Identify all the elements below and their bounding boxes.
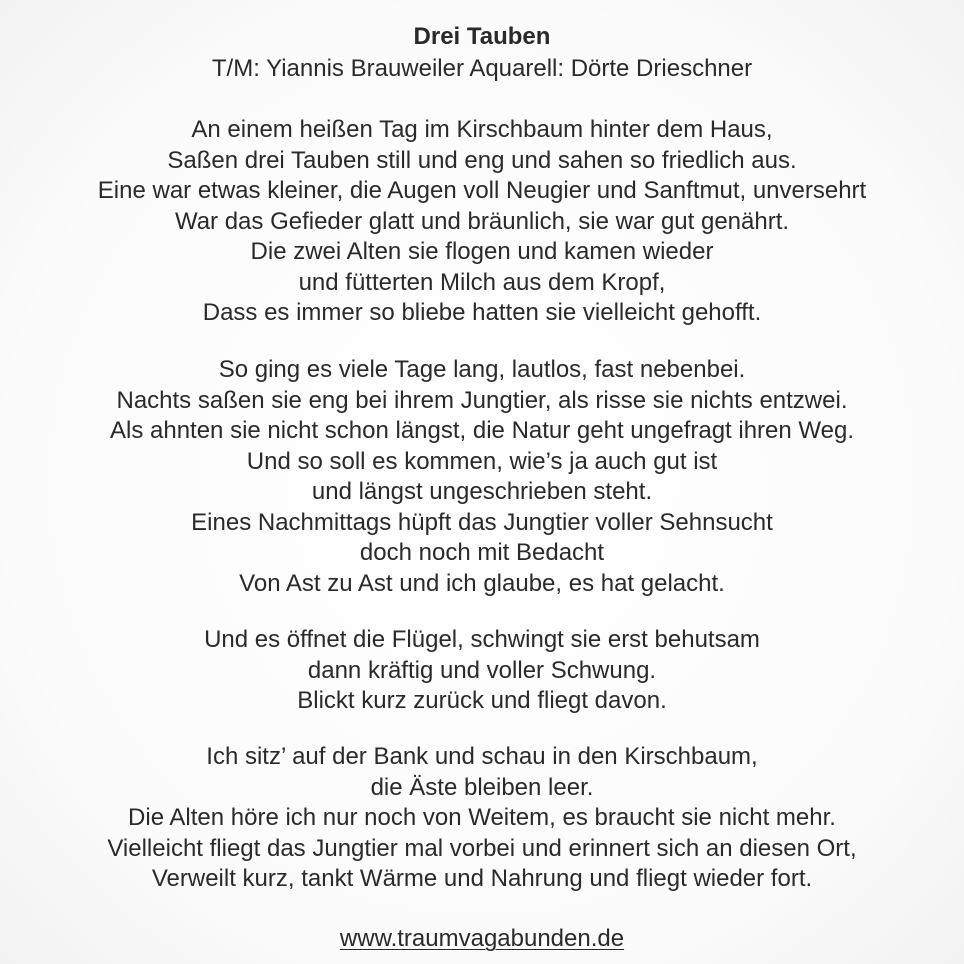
- poem-line: Von Ast zu Ast und ich glaube, es hat gelacht.: [239, 569, 725, 597]
- poem-line: Nachts saßen sie eng bei ihrem Jungtier, als risse sie nichts entzwei.: [116, 386, 848, 414]
- poem-line: die Äste bleiben leer.: [370, 773, 594, 801]
- poem-line: Und so soll es kommen, wie’s ja auch gut ist: [246, 447, 718, 475]
- poem-line: doch noch mit Bedacht: [359, 539, 605, 566]
- poem-line: An einem heißen Tag im Kirschbaum hinter dem Haus,: [191, 116, 773, 143]
- poem-line: So ging es viele Tage lang, lautlos, fast nebenbei.: [218, 356, 746, 383]
- poem-line: dann kräftig und voller Schwung.: [307, 656, 657, 684]
- poem-line: Eines Nachmittags hüpft das Jungtier voller Sehnsucht: [191, 508, 773, 536]
- poem-line: Die zwei Alten sie flogen und kamen wieder: [250, 238, 714, 265]
- poem-line: Saßen drei Tauben still und eng und sahen so friedlich aus.: [167, 146, 797, 174]
- poem-credits: T/M: Yiannis Brauweiler Aquarell: Dörte Drieschner: [211, 55, 753, 82]
- poem-line: Blickt kurz zurück und fliegt davon.: [297, 687, 667, 714]
- poem-line: Die Alten höre ich nur noch von Weitem, es braucht sie nicht mehr.: [128, 804, 836, 831]
- poem-line: Und es öffnet die Flügel, schwingt sie erst behutsam: [204, 626, 760, 653]
- poem-line: und längst ungeschrieben steht.: [311, 478, 653, 505]
- poem-title: Drei Tauben: [413, 23, 551, 50]
- stanza-2: [0, 355, 964, 599]
- poem-line: Ich sitz’ auf der Bank und schau in den Kirschbaum,: [206, 743, 758, 770]
- stanza-3: [0, 625, 964, 717]
- footer: [0, 924, 964, 954]
- poem-line: Als ahnten sie nicht schon längst, die Natur geht ungefragt ihren Weg.: [109, 417, 854, 444]
- poem-line: War das Gefieder glatt und bräunlich, sie war gut genährt.: [174, 207, 790, 235]
- stanza-4: [0, 742, 964, 895]
- poem-line: Verweilt kurz, tankt Wärme und Nahrung und fliegt wieder fort.: [151, 865, 813, 892]
- stanza-1: [0, 115, 964, 329]
- poem-line: Dass es immer so bliebe hatten sie vielleicht gehofft.: [202, 299, 762, 326]
- poem-line: Vielleicht fliegt das Jungtier mal vorbei und erinnert sich an diesen Ort,: [107, 834, 857, 862]
- website-link[interactable]: www.traumvagabunden.de: [339, 925, 625, 952]
- poem-line: Eine war etwas kleiner, die Augen voll Neugier und Sanftmut, unversehrt: [97, 177, 867, 204]
- poem-line: und fütterten Milch aus dem Kropf,: [298, 268, 666, 296]
